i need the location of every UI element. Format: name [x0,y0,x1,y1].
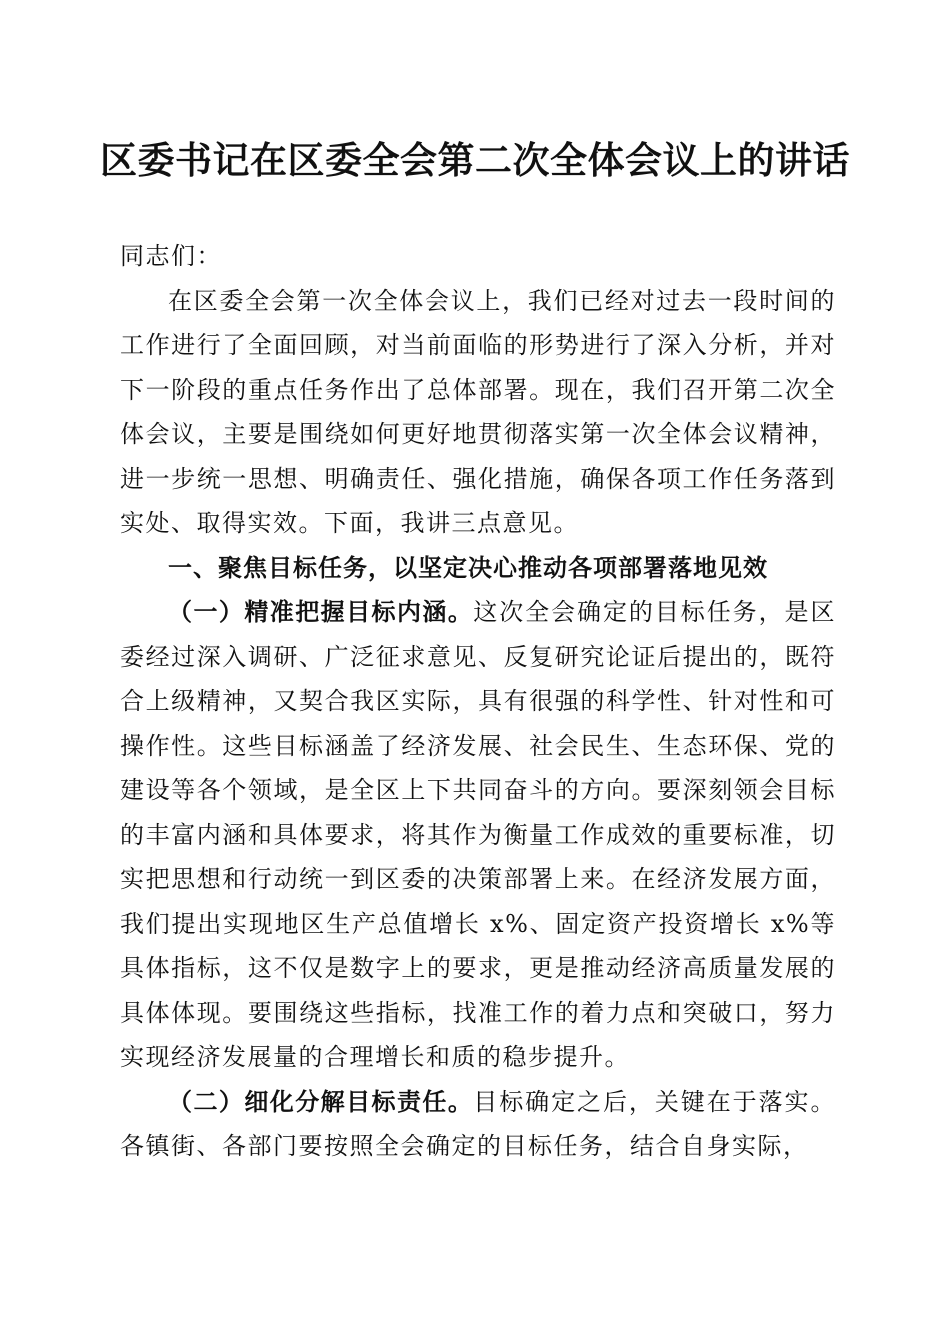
section-1-heading: 一、聚焦目标任务，以坚定决心推动各项部署落地见效 [168,553,768,582]
subsection-1-text: 这次全会确定的目标任务，是区委经过深入调研、广泛征求意见、反复研究论证后提出的，既符合上级精神，又契合我区实际，具有很强的科学性、针对性和可操作性。这些目标涵盖了经济发展、社会民生、生态环保、党的建设等各个领域，是全区上下共同奋斗的方向。要深刻领会目标的丰富内涵和具体要求，将其作为衡量工作成效的重要标准，切实把思想和行动统一到区委的决策部署上来。在经济发展方面，我们提出实现地区生产总值增长 x%、固定资产投资增长 x%等具体指标，这不仅是数字上的要求，更是推动经济高质量发展的具体体现。要围绕这些指标，找准工作的着力点和突破口，努力实现经济发展量的合理增长和质的稳步提升。 [120,598,837,1071]
subsection-2-text: 目标确定之后，关键在于落实。各镇街、各部门要按照全会确定的目标任务，结合自身实际， [120,1087,837,1160]
subsection-1-heading: （一）精准把握目标内涵。 [168,598,474,626]
document-body [120,234,836,1169]
subsection-2-paragraph [120,1080,836,1169]
intro-paragraph: 在区委全会第一次全体会议上，我们已经对过去一段时间的工作进行了全面回顾，对当前面临的形势进行了深入分析，并对下一阶段的重点任务作出了总体部署。现在，我们召开第二次全体会议，主要是围绕如何更好地贯彻落实第一次全体会议精神，进一步统一思想、明确责任、强化措施，确保各项工作任务落到实处、取得实效。下面，我讲三点意见。 [120,286,836,537]
salutation: 同志们： [120,242,222,270]
document-title: 区委书记在区委全会第二次全体会议上的讲话 [100,138,850,182]
subsection-2-heading: （二）细化分解目标责任。 [168,1087,474,1116]
subsection-1-paragraph [120,590,836,1080]
